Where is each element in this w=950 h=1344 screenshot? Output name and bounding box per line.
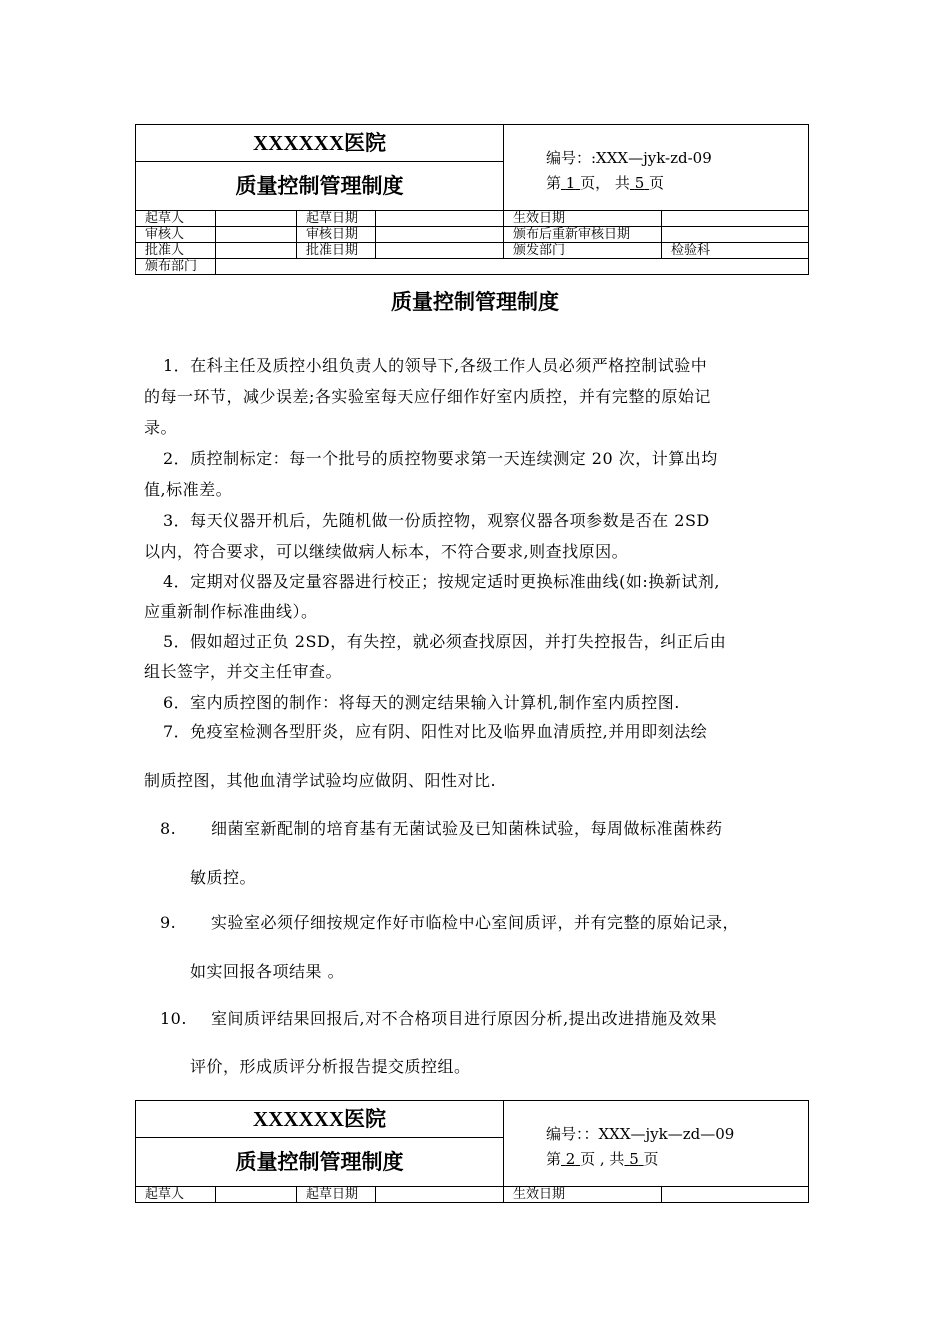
paragraph-line: 1．在科主任及质控小组负责人的领导下,各级工作人员必须严格控制试验中 — [163, 356, 708, 375]
paragraph-line: 录。 — [144, 418, 178, 437]
table-cell: 起草人 — [136, 1187, 216, 1203]
paragraph-line: 应重新制作标准曲线）。 — [144, 602, 318, 621]
table-cell: 生效日期 — [504, 211, 662, 227]
table-cell: 批准人 — [136, 243, 216, 259]
table-cell: 审核人 — [136, 227, 216, 243]
paragraph-line: 的每一环节，减少误差;各实验室每天应仔细作好室内质控，并有完整的原始记 — [144, 387, 711, 406]
document-header-table — [135, 124, 809, 275]
table-cell: 颁布部门 — [136, 259, 216, 275]
paragraph-line: 如实回报各项结果 。 — [190, 962, 345, 981]
table-cell: 起草日期 — [297, 211, 376, 227]
list-number: 8. — [160, 819, 177, 838]
table-row — [136, 211, 809, 227]
page-indicator: 第 2 页 , 共 5 页 — [546, 1149, 659, 1168]
paragraph-line: 4．定期对仪器及定量容器进行校正；按规定适时更换标准曲线(如:换新试剂, — [163, 572, 720, 591]
list-number: 10. — [160, 1009, 187, 1028]
hospital-name: XXXXXX医院 — [136, 1101, 504, 1138]
paragraph-line: 实验室必须仔细按规定作好市临检中心室间质评，并有完整的原始记录， — [211, 913, 740, 932]
paragraph-line: 5．假如超过正负 2SD，有失控，就必须查找原因，并打失控报告，纠正后由 — [163, 632, 727, 651]
table-cell — [376, 211, 504, 227]
document-meta — [504, 1101, 809, 1187]
table-row — [136, 243, 809, 259]
paragraph-line: 室间质评结果回报后,对不合格项目进行原因分析,提出改进措施及效果 — [211, 1009, 718, 1028]
page-indicator: 第 1 页， 共 5 页 — [546, 173, 665, 192]
document-code: 编号：：XXX—jyk—zd—09 — [546, 1124, 735, 1143]
table-cell — [662, 211, 809, 227]
main-title: 质量控制管理制度 — [391, 289, 559, 314]
table-row — [136, 259, 809, 275]
table-cell — [216, 1187, 297, 1203]
hospital-name: XXXXXX医院 — [136, 125, 504, 162]
paragraph-line: 以内，符合要求，可以继续做病人标本，不符合要求,则查找原因。 — [144, 542, 629, 561]
paragraph-line: 细菌室新配制的培育基有无菌试验及已知菌株试验，每周做标准菌株药 — [211, 819, 723, 838]
table-row — [136, 1187, 809, 1203]
table-cell: 生效日期 — [504, 1187, 662, 1203]
paragraph-line: 敏质控。 — [190, 868, 257, 887]
paragraph-line: 6．室内质控图的制作：将每天的测定结果输入计算机,制作室内质控图. — [163, 693, 680, 712]
table-cell: 起草人 — [136, 211, 216, 227]
document-title: 质量控制管理制度 — [136, 162, 504, 211]
table-cell — [216, 211, 297, 227]
table-cell: 审核日期 — [297, 227, 376, 243]
paragraph-line: 值,标准差。 — [144, 480, 233, 499]
table-cell: 起草日期 — [297, 1187, 376, 1203]
table-row — [136, 227, 809, 243]
table-cell: 检验科 — [662, 243, 809, 259]
table-cell — [216, 259, 809, 275]
paragraph-line: 制质控图，其他血清学试验均应做阴、阳性对比. — [144, 771, 497, 790]
document-title: 质量控制管理制度 — [136, 1138, 504, 1187]
document-header-table-page-2 — [135, 1100, 809, 1203]
table-cell — [662, 1187, 809, 1203]
paragraph-line: 组长签字，并交主任审查。 — [144, 662, 343, 681]
table-cell: 颁布后重新审核日期 — [504, 227, 662, 243]
table-cell — [376, 1187, 504, 1203]
table-cell — [376, 243, 504, 259]
document-meta — [504, 125, 809, 211]
list-number: 9. — [160, 913, 177, 932]
table-cell — [216, 227, 297, 243]
paragraph-line: 2．质控制标定：每一个批号的质控物要求第一天连续测定 20 次，计算出均 — [163, 449, 718, 468]
table-cell — [662, 227, 809, 243]
document-code: 编号：:XXX—jyk-zd-09 — [546, 148, 712, 167]
paragraph-line: 3．每天仪器开机后，先随机做一份质控物，观察仪器各项参数是否在 2SD — [163, 511, 710, 530]
table-cell — [376, 227, 504, 243]
paragraph-line: 7．免疫室检测各型肝炎，应有阴、阳性对比及临界血清质控,并用即刻法绘 — [163, 722, 708, 741]
table-cell — [216, 243, 297, 259]
table-cell: 批准日期 — [297, 243, 376, 259]
table-cell: 颁发部门 — [504, 243, 662, 259]
paragraph-line: 评价，形成质评分析报告提交质控组。 — [190, 1057, 471, 1076]
